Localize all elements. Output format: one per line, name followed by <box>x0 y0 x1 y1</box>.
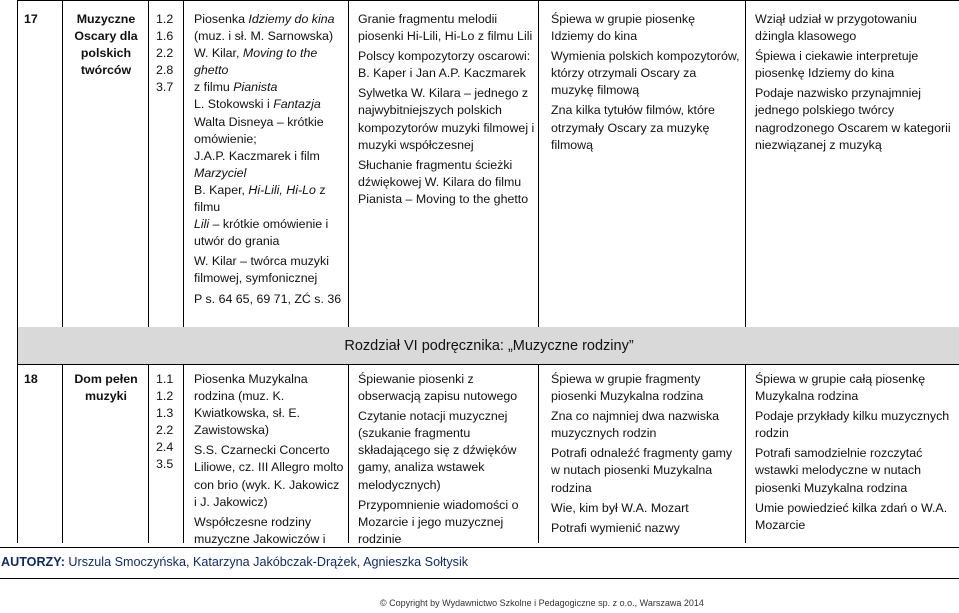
row-divider <box>18 364 959 365</box>
curriculum-sections: 1.1 1.2 1.3 2.2 2.4 3.5 <box>156 372 174 472</box>
column-divider <box>348 1 349 543</box>
column-divider <box>745 1 746 543</box>
copyright-notice: © Copyright by Wydawnictwo Szkolne i Pedagogiczne sp. z o.o., Warszawa 2014 <box>380 598 704 608</box>
lesson-activities: Granie fragmentu melodii piosenki Hi-Lili, Hi-Lo z filmu Lili Polscy kompozytorzy oscarowi: B. Kaper i Jan A.P. Kaczmarek Sylwetka W. Kilara – jednego z najwybitniejszych polskich kompozytorów muzyki filmowej i muzyki współczesnej Słuchanie fragmentu ścieżki dźwiękowej W. Kilara do filmu Pianista – Moving to the ghetto <box>358 12 535 206</box>
footer-divider <box>0 547 959 548</box>
column-divider <box>538 1 539 543</box>
column-divider <box>148 1 149 543</box>
lesson-materials: Piosenka Muzykalna rodzina (muz. K. Kwiatkowska, sł. E. Zawistowska) S.S. Czarnecki Concerto Liliowe, cz. III Allegro molto con brio (wyk. K. Jakowicz i J. Jakowicz) Współczesne rodziny muzyczne Jakowiczów i <box>194 372 344 546</box>
lesson-plan-table <box>17 0 959 546</box>
lesson-subject: Dom pełen muzyki <box>74 372 138 404</box>
curriculum-sections: 1.2 1.6 2.2 2.8 3.7 <box>156 12 174 95</box>
lesson-subject: Muzyczne Oscary dla polskich twórców <box>74 12 138 78</box>
authors-names: Urszula Smoczyńska, Katarzyna Jakóbczak-Drążek, Agnieszka Sołtysik <box>68 555 469 569</box>
authors-line <box>1 555 468 569</box>
basic-requirements: Śpiewa w grupie piosenkę Idziemy do kina Wymienia polskich kompozytorów, którzy otrzymali Oscary za muzykę filmową Zna kilka tytułów filmów, które otrzymały Oscary za muzykę filmową <box>551 12 740 152</box>
basic-requirements: Śpiewa w grupie fragmenty piosenki Muzykalna rodzina Zna co najmniej dwa nazwiska muzycznych rodzin Potrafi odnaleźć fragmenty gamy w nutach piosenki Muzykalna rodzina Wie, kim był W.A. Mozart Potrafi wymienić nazwy <box>551 372 733 535</box>
advanced-requirements: Wziął udział w przygotowaniu dżingla klasowego Śpiewa i ciekawie interpretuje piosenkę Idziemy do kina Podaje nazwisko przynajmniej jednego polskiego twórcy nagrodzonego Oscarem w kategorii niezwiązanej z muzyką <box>755 12 951 152</box>
lesson-number: 17 <box>24 12 38 26</box>
lesson-materials: Piosenka Idziemy do kina (muz. i sł. M. Sarnowska) W. Kilar, Moving to the ghetto z filmu Pianista L. Stokowski i Fantazja Walta Disneya – krótkie omówienie; J.A.P. Kaczmarek i film Marzyciel B. Kaper, Hi-Lili, Hi-Lo z filmu Lili – krótkie omówienie i utwór do grania W. Kilar – twórca muzyki filmowej, symfonicznej P s. 64 65, 69 71, ZĆ s. 36 <box>194 12 342 306</box>
column-divider <box>62 1 63 543</box>
column-divider <box>183 1 184 543</box>
advanced-requirements: Śpiewa w grupie całą piosenkę Muzykalna rodzina Podaje przykłady kilku muzycznych rodzin Potrafi samodzielnie rozczytać wstawki melodyczne w nutach piosenki Muzykalna rodzina Umie powiedzieć kilka zdań o W.A. Mozarcie <box>755 372 950 532</box>
lesson-number: 18 <box>24 372 38 386</box>
chapter-title: Rozdział VI podręcznika: „Muzyczne rodziny” <box>344 337 634 354</box>
authors-label: AUTORZY: <box>1 555 65 569</box>
chapter-header <box>18 327 959 364</box>
footer-divider <box>0 578 959 579</box>
lesson-activities: Śpiewanie piosenki z obserwacją zapisu nutowego Czytanie notacji muzycznej (szukanie fragmentu składającego się z dźwięków gamy, analiza wstawek melodycznych) Przypomnienie wiadomości o Mozarcie i jego muzycznej rodzinie <box>358 372 519 546</box>
